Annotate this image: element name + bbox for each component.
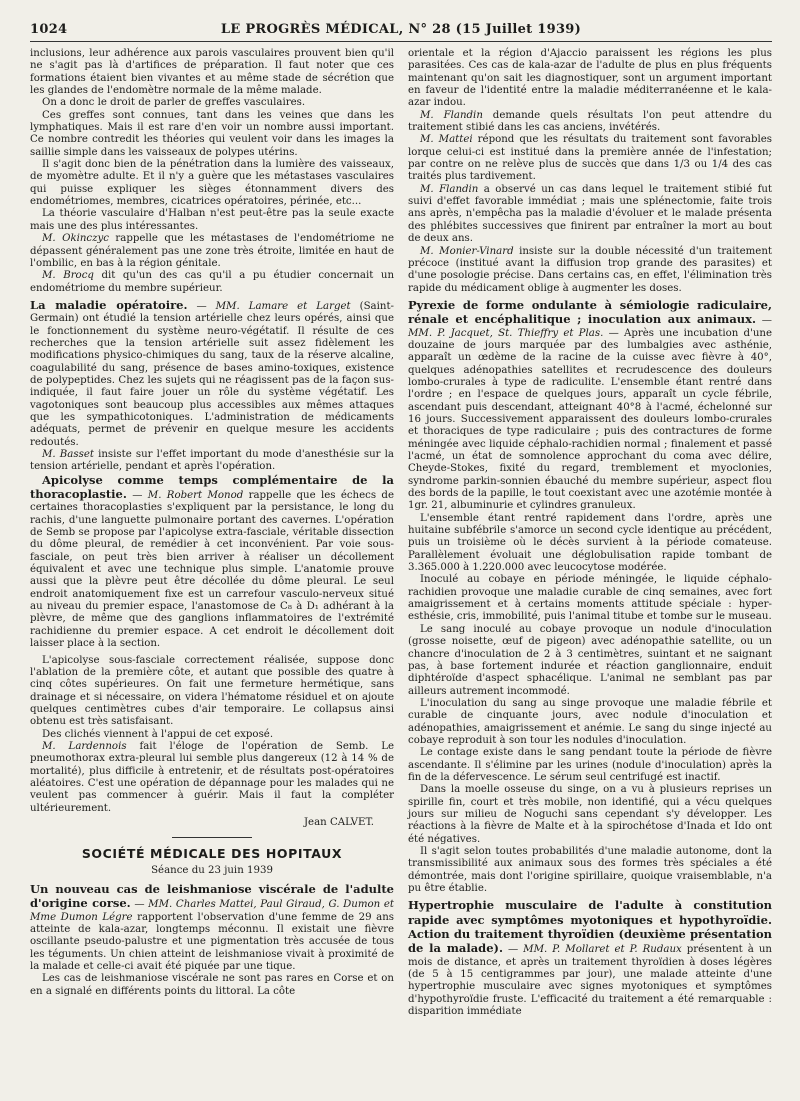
- section-text: rapportent l'observation d'une femme de 29 ans atteinte de kala-azar, longtemps méconnu. Il existait une fièvre oscillante pseudo-palustre et une pigmentation très accusée de tous les téguments. Un chien atteint de leishmaniose vivait à proximité de la malade et celle-ci avait été piquée par une tique.: [30, 911, 394, 973]
- paragraph: L'ensemble étant rentré rapidement dans l'ordre, après une huitaine subfébrile s'amorce un second cycle identique au précédent, puis un troisième où le décès survient à la période comateuse. Parallèlement évoluait une déglobulisation rapide tombant de 3.365.000 à 1.220.000 avec leucocytose modérée.: [408, 512, 772, 574]
- section-authors: — MM. Lamare et Larget: [187, 300, 351, 312]
- paragraph-text: insiste sur la double nécessité d'un traitement précoce (institué avant la diffusion trop grande des parasites) et d'une posologie précise. Dans certains cas, en effet, l'élimination très rapide du médicament oblige à augmenter les doses.: [408, 245, 772, 294]
- running-header: [30, 22, 772, 37]
- paragraph-text: insiste sur l'effet important du mode d'anesthésie sur la tension artérielle, pendant et après l'opération.: [30, 449, 394, 473]
- paragraph: Il s'agit selon toutes probabilités d'une maladie autonome, dont la transmissibilité aux animaux sous des formes très spéciales a été démontrée, mais dont l'origine spirillaire, quoique vraisemblable, n'a pu être établie.: [408, 846, 772, 895]
- speaker-name: M. Lardennois: [42, 740, 127, 752]
- paragraph: [408, 134, 772, 183]
- section: [408, 899, 772, 1018]
- right-column: [408, 48, 772, 1018]
- section-authors: — MM. P. Mollaret et P. Rudaux: [502, 944, 682, 956]
- speaker-name: M. Monier-Vinard: [420, 245, 514, 257]
- paragraph: inclusions, leur adhérence aux parois vasculaires prouvent bien qu'il ne s'agit pas là d'artifices de préparation. Il faut noter que ces formations étaient bien vivantes et au même stade de sécrétion que les glandes de l'endomètre normale de la même malade.: [30, 48, 394, 97]
- section-title: Apicolyse comme temps complémentaire de la thoracoplastie.: [30, 472, 394, 502]
- page-number: 1024: [30, 22, 68, 37]
- paragraph: On a donc le droit de parler de greffes vasculaires.: [42, 97, 306, 109]
- section-text: — Après une incubation d'une douzaine de jours marquée par des lumbalgies avec asthénie, apparaît un œdème de la racine de la cuisse avec fièvre à 40°, quelques adénopathies satellites et recrudescence des douleurs lombo-crurales à type de radiculite. L'ensemble étant rentré dans l'ordre ; en l'espace de quelques jours, apparaît un cycle fébrile, ascendant puis descendant, atteignant 40°8 à l'acmé, échelonné sur 16 jours. Successivement apparaissent des douleurs lombo-crurales et thoraciques de type radiculaire ; puis des contractures de forme méningée avec liquide céphalo-rachidien normal ; finalement et passé l'acmé, un état de somnolence approchant du coma avec délire, Cheyde-Stokes, fixité du regard, tremblement et myoclonies, syndrome parkin-sonnien ébauché du membre supérieur, aspect flou des bords de la papille, le tout coexistant avec une azotémie montée à 1gr. 21, albuminurie et cylindres granuleux.: [408, 327, 772, 512]
- paragraph: [408, 110, 772, 135]
- speaker-name: M. Okinczyc: [42, 233, 109, 245]
- section-authors: — M. Robert Monod: [126, 490, 244, 502]
- paragraph: Les cas de leishmaniose viscérale ne sont pas rares en Corse et on en a signalé en différents points du littoral. La côte: [30, 973, 394, 997]
- paragraph: L'inoculation du sang au singe provoque une maladie fébrile et curable de cinquante jours, avec nodule d'inoculation et adénopathies, amaigrissement et anémie. Le sang du singe injecté au cobaye reproduit à son tour les nodules d'inoculation.: [408, 697, 772, 746]
- speaker-name: M. Flandin: [420, 183, 479, 195]
- columns: [30, 48, 772, 1018]
- section-text: rappelle que les échecs de certaines thoracoplasties s'expliquent par la persistance, le long du rachis, d'une languette pulmonaire portant des cavernes. L'opération de Semb se propose par l'apicolyse extra-fasciale, véritable dissection du dôme pleural, de remédier à cet inconvénient. Par voie sous-fasciale, on peut très bien arriver à réaliser un décollement équivalent et avec une technique plus simple. L'anatomie prouve aussi que la plèvre peut être décollée du dôme pleural. Le seul endroit anatomiquement fixe est un carrefour vasculo-nerveux situé au niveau du premier espace, l'anastomose de C₈ à D₁ adhérant à la plèvre, de même que des ganglions inflammatoires de l'extrémité rachidienne du premier espace. A cet endroit le décollement doit laisser place à la section.: [30, 490, 394, 650]
- section-title: Un nouveau cas de leishmaniose viscérale de l'adulte d'origine corse.: [30, 882, 394, 911]
- speaker-name: M. Basset: [42, 449, 94, 460]
- session-date: Séance du 23 juin 1939: [151, 864, 273, 876]
- section-text: présentent à un mois de distance, et après un traitement thyroïdien à doses légères (de 5 à 15 centigrammes par jour), une malade atteinte d'une hypertrophie musculaire avec signes myotoniques et symptômes d'hypothyroïdie fruste. L'efficacité du traitement a été remarquable : disparition immédiate: [408, 944, 772, 1018]
- paragraph: Ces greffes sont connues, tant dans les veines que dans les lymphatiques. Mais il est rare d'en voir un nombre aussi important. Ce nombre contredit les théories qui veulent voir dans les images la saillie simple dans les vaisseaux de polypes utérins.: [30, 109, 394, 158]
- section: [408, 299, 772, 513]
- paragraph: Des clichés viennent à l'appui de cet exposé.: [42, 728, 274, 740]
- section-text: (Saint-Germain) ont étudié la tension artérielle chez leurs opérés, ainsi que le fonctionnement du système neuro-végétatif. Il résulte de ces recherches que la tension artérielle suit assez fidèlement les modifications physico-chimiques du sang, taux de la réserve alcaline, coagulabilité du sang, présence de bases amino-toxiques, existence de polypeptides. Chez les sujets qui ne réagissent pas de la façon sus-indiquée, il faut faire jouer un rôle du système végétatif. Les vagotoniques sont beaucoup plus accessibles aux mêmes attaques que les sympathicotoniques. L'administration de médicaments adéquats, permet de prévenir en quelque mesure les accidents redoutés.: [30, 300, 394, 448]
- section-authors: — MM. P. Jacquet, St. Thieffry et Plas.: [408, 315, 772, 339]
- speaker-name: M. Mattei: [420, 134, 473, 146]
- section: [30, 474, 394, 651]
- section: [30, 883, 394, 973]
- running-title: LE PROGRÈS MÉDICAL, N° 28 (15 Juillet 1939): [220, 22, 582, 37]
- signature: Jean CALVET.: [303, 816, 374, 828]
- section-authors: — MM. Charles Mattei, Paul Giraud, G. Dumon et Mme Dumon Légre: [30, 899, 394, 923]
- left-column: [30, 48, 394, 1018]
- paragraph: Dans la moelle osseuse du singe, on a vu à plusieurs reprises un spirille fin, court et très mobile, non identifié, qui a vécu quelques jours sur milieu de Noguchi sans cependant s'y développer. Les réactions à la fièvre de Malte et à la spirochétose d'Inada et Ido ont été négatives.: [408, 784, 772, 845]
- paragraph-text: a observé un cas dans lequel le traitement stibié fut suivi d'effet favorable immédiat ; mais une splénectomie, faite trois ans après, n'empêcha pas la maladie d'évoluer et le malade présenta des phlébites successives que finirent par entraîner la mort au bout de deux ans.: [408, 183, 772, 245]
- paragraph: Le sang inoculé au cobaye provoque un nodule d'inoculation (grosse noisette, œuf de pigeon) avec adénopathie satellite, ou un chancre d'inoculation de 2 à 3 centimètres, suintant et ne saignant pas, à base fortement indurée et réaction ganglionnaire, enduit diphtéroïde d'aspect sphacélique. L'animal ne semblant pas par ailleurs autrement incommodé.: [408, 623, 772, 697]
- paragraph: Le contage existe dans le sang pendant toute la période de fièvre ascendante. Il s'élimine par les urines (nodule d'inoculation) après la fin de la défervescence. Le sérum seul centrifugé est inactif.: [408, 747, 772, 783]
- paragraph-text: fait l'éloge de l'opération de Semb. Le pneumothorax extra-pleural lui semble plus dangereux (12 à 14 % de mortalité), plus difficile à entretenir, et de résultats post-opératoires aléatoires. C'est une opération de dépannage pour les malades qui ne veulent pas commencer à guérir. Mais il faut la compléter ultérieurement.: [30, 740, 394, 814]
- section: [30, 299, 394, 449]
- paragraph: orientale et la région d'Ajaccio paraissent les régions les plus parasitées. Ces cas de kala-azar de l'adulte de plus en plus fréquents maintenant qu'on sait les diagnostiquer, sont un argument important en faveur de l'identité entre la maladie méditerranéenne et le kala-azar indou.: [408, 48, 772, 109]
- speaker-name: M. Flandin: [420, 109, 483, 121]
- society-heading: SOCIÉTÉ MÉDICALE DES HOPITAUX: [81, 846, 343, 862]
- paragraph: Il s'agit donc bien de la pénétration dans la lumière des vaisseaux, de myomètre adulte. Et il n'y a guère que les métastases vasculaires qui puisse expliquer les sièges étonnamment divers des endométriomes, membres, cicatrices opératoires, périnée, etc...: [30, 159, 394, 208]
- header-rule: [30, 41, 772, 42]
- paragraph-text: dit qu'un des cas qu'il a pu étudier concernait un endométriome du membre supérieur.: [30, 270, 395, 294]
- paragraph: [30, 741, 394, 815]
- paragraph: [30, 449, 394, 474]
- paragraph: Inoculé au cobaye en période méningée, le liquide céphalo-rachidien provoque une maladie curable de cinq semaines, avec fort amaigrissement et à certains moments attitude spéciale : hyper-esthésie, cris, immobilité, puis l'animal titube et tombe sur le museau.: [408, 574, 772, 623]
- paragraph: [408, 246, 772, 295]
- paragraph: [30, 270, 394, 295]
- paragraph: L'apicolyse sous-fasciale correctement réalisée, suppose donc l'ablation de la première côte, et autant que possible des quatre à cinq côtes supérieures. On fait une fermeture hermétique, sans drainage et si nécessaire, on videra l'hématome résiduel et on ajoute quelques centimètres cubes d'air temporaire. Le collapsus ainsi obtenu est très satisfaisant.: [30, 654, 394, 728]
- paragraph-text: demande quels résultats l'on peut attendre du traitement stibié dans les cas anciens, invétérés.: [408, 109, 772, 134]
- section-title: Pyrexie de forme ondulante à sémiologie radiculaire, rénale et encéphalitique ; inoculation aux animaux.: [408, 297, 772, 327]
- paragraph: La théorie vasculaire d'Halban n'est peut-être pas la seule exacte mais une des plus intéressantes.: [30, 208, 394, 232]
- paragraph-text: répond que les résultats du traitement sont favorables lorque celui-ci est institué dans la première année de l'infestation; par contre on ne relève plus de succès que dans 1/3 ou 1/4 des cas traités plus tardivement.: [408, 134, 773, 183]
- paragraph-text: rappelle que les métastases de l'endométriome ne dépassent généralement pas une zone très étroite, limitée en haut de l'ombilic, en bas à la région génitale.: [30, 233, 394, 269]
- paragraph: [408, 184, 772, 246]
- section-title: Hypertrophie musculaire de l'adulte à constitution rapide avec symptômes myotoniques et hypothyroïdie. Action du traitement thyroïdien (deuxième présentation de la malade).: [408, 898, 772, 956]
- section-divider: [172, 837, 252, 838]
- paragraph: [30, 233, 394, 270]
- speaker-name: M. Brocq: [42, 270, 94, 282]
- section-title: La maladie opératoire.: [30, 297, 188, 312]
